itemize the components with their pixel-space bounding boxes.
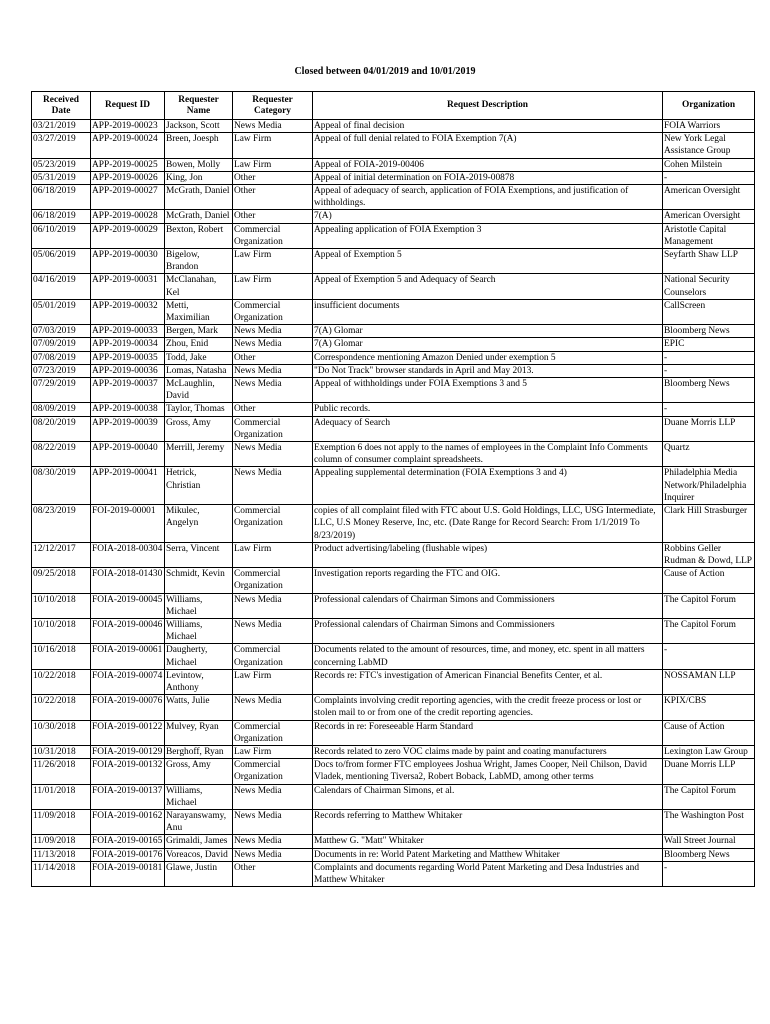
cell-received-date: 06/10/2019 [32, 223, 91, 248]
cell-request-id: FOIA-2019-00181 [91, 861, 165, 886]
cell-requester-category: Commercial Organization [233, 223, 313, 248]
table-row [32, 809, 755, 834]
cell-requester-category: News Media [233, 338, 313, 351]
cell-request-id: FOIA-2018-00304 [91, 542, 165, 567]
cell-requester-name: Gross, Amy [165, 759, 233, 784]
cell-requester-name: McLaughlin, David [165, 378, 233, 403]
cell-requester-category: Other [233, 403, 313, 416]
table-row [32, 505, 755, 543]
cell-requester-category: Commercial Organization [233, 416, 313, 441]
cell-received-date: 10/30/2018 [32, 720, 91, 745]
cell-organization: NOSSAMAN LLP [663, 669, 755, 694]
cell-requester-category: News Media [233, 120, 313, 133]
cell-received-date: 10/16/2018 [32, 644, 91, 669]
cell-request-id: APP-2019-00037 [91, 378, 165, 403]
cell-requester-category: News Media [233, 809, 313, 834]
cell-requester-category: News Media [233, 378, 313, 403]
cell-requester-category: News Media [233, 695, 313, 720]
foia-requests-table [31, 91, 755, 887]
cell-received-date: 11/09/2018 [32, 809, 91, 834]
cell-requester-name: Williams, Michael [165, 593, 233, 618]
cell-requester-category: Commercial Organization [233, 505, 313, 543]
cell-organization: EPIC [663, 338, 755, 351]
cell-requester-name: Bexton, Robert [165, 223, 233, 248]
cell-received-date: 05/01/2019 [32, 299, 91, 324]
cell-organization: Cause of Action [663, 568, 755, 593]
cell-received-date: 11/01/2018 [32, 784, 91, 809]
cell-request-description: Investigation reports regarding the FTC and OIG. [313, 568, 663, 593]
cell-requester-category: News Media [233, 364, 313, 377]
cell-requester-name: Gross, Amy [165, 416, 233, 441]
cell-organization: Wall Street Journal [663, 835, 755, 848]
table-row [32, 274, 755, 299]
table-row [32, 416, 755, 441]
table-header-row [32, 92, 755, 120]
table-row [32, 467, 755, 505]
cell-received-date: 11/26/2018 [32, 759, 91, 784]
table-row [32, 861, 755, 886]
table-row [32, 542, 755, 567]
cell-requester-category: Law Firm [233, 745, 313, 758]
cell-received-date: 10/10/2018 [32, 618, 91, 643]
cell-request-description: Professional calendars of Chairman Simons and Commissioners [313, 593, 663, 618]
table-row [32, 403, 755, 416]
cell-organization: Duane Morris LLP [663, 416, 755, 441]
cell-organization: - [663, 351, 755, 364]
cell-received-date: 07/23/2019 [32, 364, 91, 377]
cell-request-description: Records in re: Foreseeable Harm Standard [313, 720, 663, 745]
cell-request-id: FOIA-2019-00129 [91, 745, 165, 758]
cell-requester-category: Law Firm [233, 249, 313, 274]
cell-request-description: 7(A) [313, 210, 663, 223]
cell-organization: Philadelphia Media Network/Philadelphia Inquirer [663, 467, 755, 505]
table-row [32, 133, 755, 158]
table-row [32, 325, 755, 338]
cell-organization: Lexington Law Group [663, 745, 755, 758]
cell-request-id: FOIA-2019-00165 [91, 835, 165, 848]
cell-requester-category: Other [233, 171, 313, 184]
cell-request-description: Records related to zero VOC claims made by paint and coating manufacturers [313, 745, 663, 758]
cell-request-description: Appeal of adequacy of search, application of FOIA Exemptions, and justification of withholdings. [313, 185, 663, 210]
table-row [32, 364, 755, 377]
cell-requester-name: Levintow, Anthony [165, 669, 233, 694]
cell-organization: American Oversight [663, 185, 755, 210]
cell-requester-name: Breen, Joesph [165, 133, 233, 158]
table-row [32, 568, 755, 593]
cell-requester-category: Law Firm [233, 158, 313, 171]
cell-request-id: APP-2019-00030 [91, 249, 165, 274]
cell-received-date: 10/22/2018 [32, 669, 91, 694]
cell-organization: - [663, 364, 755, 377]
cell-received-date: 09/25/2018 [32, 568, 91, 593]
cell-requester-category: Other [233, 351, 313, 364]
cell-requester-name: McClanahan, Kel [165, 274, 233, 299]
cell-request-description: Appealing application of FOIA Exemption 3 [313, 223, 663, 248]
cell-request-description: Correspondence mentioning Amazon Denied under exemption 5 [313, 351, 663, 364]
cell-request-id: FOIA-2019-00046 [91, 618, 165, 643]
cell-request-description: Docs to/from former FTC employees Joshua Wright, James Cooper, Neil Chilson, David Vladek, mentioning Tiversa2, Robert Boback, LabMD, among other terms [313, 759, 663, 784]
cell-organization: American Oversight [663, 210, 755, 223]
cell-received-date: 07/03/2019 [32, 325, 91, 338]
cell-organization: The Capitol Forum [663, 593, 755, 618]
cell-received-date: 07/09/2019 [32, 338, 91, 351]
table-row [32, 644, 755, 669]
cell-requester-category: Other [233, 210, 313, 223]
cell-organization: New York Legal Assistance Group [663, 133, 755, 158]
cell-request-id: APP-2019-00031 [91, 274, 165, 299]
cell-received-date: 11/14/2018 [32, 861, 91, 886]
table-row [32, 171, 755, 184]
cell-request-description: Calendars of Chairman Simons, et al. [313, 784, 663, 809]
cell-request-description: "Do Not Track" browser standards in April and May 2013. [313, 364, 663, 377]
cell-request-id: FOIA-2019-00132 [91, 759, 165, 784]
cell-requester-name: Bowen, Molly [165, 158, 233, 171]
table-row [32, 338, 755, 351]
cell-requester-category: Commercial Organization [233, 644, 313, 669]
table-row [32, 720, 755, 745]
cell-request-id: APP-2019-00028 [91, 210, 165, 223]
cell-requester-name: Daugherty, Michael [165, 644, 233, 669]
table-row [32, 378, 755, 403]
cell-requester-category: News Media [233, 442, 313, 467]
cell-requester-name: Narayanswamy, Anu [165, 809, 233, 834]
cell-request-id: FOI-2019-00001 [91, 505, 165, 543]
cell-request-description: Complaints and documents regarding World Patent Marketing and Desa Industries and Matthew Whitaker [313, 861, 663, 886]
cell-request-description: Records re: FTC's investigation of American Financial Benefits Center, et al. [313, 669, 663, 694]
table-row [32, 442, 755, 467]
cell-requester-name: Watts, Julie [165, 695, 233, 720]
cell-requester-category: News Media [233, 848, 313, 861]
cell-requester-category: News Media [233, 784, 313, 809]
cell-request-description: Appealing supplemental determination (FOIA Exemptions 3 and 4) [313, 467, 663, 505]
cell-organization: Seyfarth Shaw LLP [663, 249, 755, 274]
table-row [32, 745, 755, 758]
cell-request-id: APP-2019-00029 [91, 223, 165, 248]
cell-organization: FOIA Warriors [663, 120, 755, 133]
cell-request-id: APP-2019-00040 [91, 442, 165, 467]
cell-request-description: Matthew G. "Matt" Whitaker [313, 835, 663, 848]
cell-request-description: copies of all complaint filed with FTC about U.S. Gold Holdings, LLC, USG Intermediate, LLC, U.S Money Reserve, Inc, etc. (Date Range for Record Search: From 1/1/2019 To 8/23/2019) [313, 505, 663, 543]
cell-organization: The Washington Post [663, 809, 755, 834]
cell-request-description: Appeal of withholdings under FOIA Exemptions 3 and 5 [313, 378, 663, 403]
cell-requester-category: Law Firm [233, 669, 313, 694]
cell-request-description: Professional calendars of Chairman Simons and Commissioners [313, 618, 663, 643]
cell-requester-name: Zhou, Enid [165, 338, 233, 351]
cell-request-id: FOIA-2019-00162 [91, 809, 165, 834]
cell-request-description: Appeal of final decision [313, 120, 663, 133]
table-row [32, 185, 755, 210]
cell-requester-category: News Media [233, 835, 313, 848]
cell-requester-name: Merrill, Jeremy [165, 442, 233, 467]
cell-requester-category: News Media [233, 467, 313, 505]
cell-requester-name: Jackson, Scott [165, 120, 233, 133]
cell-request-description: Documents in re: World Patent Marketing and Matthew Whitaker [313, 848, 663, 861]
cell-received-date: 10/22/2018 [32, 695, 91, 720]
cell-request-description: insufficient documents [313, 299, 663, 324]
cell-request-id: APP-2019-00027 [91, 185, 165, 210]
table-row [32, 848, 755, 861]
column-header-requester-name: Requester Name [165, 92, 233, 120]
cell-received-date: 08/30/2019 [32, 467, 91, 505]
cell-requester-category: Commercial Organization [233, 759, 313, 784]
cell-organization: The Capitol Forum [663, 618, 755, 643]
table-row [32, 759, 755, 784]
cell-request-description: 7(A) Glomar [313, 338, 663, 351]
cell-request-description: Appeal of full denial related to FOIA Exemption 7(A) [313, 133, 663, 158]
cell-organization: Robbins Geller Rudman & Dowd, LLP [663, 542, 755, 567]
cell-request-id: FOIA-2019-00061 [91, 644, 165, 669]
cell-requester-name: Mikulec, Angelyn [165, 505, 233, 543]
cell-request-description: Complaints involving credit reporting agencies, with the credit freeze process or lost or stolen mail to or from one of the credit reporting agencies. [313, 695, 663, 720]
cell-received-date: 05/06/2019 [32, 249, 91, 274]
cell-request-id: APP-2019-00041 [91, 467, 165, 505]
table-row [32, 593, 755, 618]
cell-request-description: Appeal of Exemption 5 and Adequacy of Search [313, 274, 663, 299]
cell-request-description: Exemption 6 does not apply to the names of employees in the Complaint Info Comments column of consumer complaint spreadsheets. [313, 442, 663, 467]
cell-received-date: 03/27/2019 [32, 133, 91, 158]
cell-request-id: FOIA-2019-00074 [91, 669, 165, 694]
cell-request-description: Records referring to Matthew Whitaker [313, 809, 663, 834]
cell-requester-name: Williams, Michael [165, 784, 233, 809]
column-header-organization: Organization [663, 92, 755, 120]
cell-received-date: 11/13/2018 [32, 848, 91, 861]
cell-requester-name: Todd, Jake [165, 351, 233, 364]
cell-request-id: APP-2019-00038 [91, 403, 165, 416]
column-header-request-description: Request Description [313, 92, 663, 120]
table-row [32, 120, 755, 133]
page-title: Closed between 04/01/2019 and 10/01/2019 [294, 66, 476, 77]
cell-received-date: 04/16/2019 [32, 274, 91, 299]
cell-organization: Bloomberg News [663, 848, 755, 861]
cell-requester-category: Commercial Organization [233, 720, 313, 745]
cell-organization: Bloomberg News [663, 378, 755, 403]
cell-received-date: 03/21/2019 [32, 120, 91, 133]
cell-requester-category: Other [233, 861, 313, 886]
column-header-request-id: Request ID [91, 92, 165, 120]
cell-organization: Quartz [663, 442, 755, 467]
cell-organization: KPIX/CBS [663, 695, 755, 720]
table-row [32, 223, 755, 248]
table-row [32, 835, 755, 848]
cell-requester-name: Berghoff, Ryan [165, 745, 233, 758]
table-row [32, 695, 755, 720]
cell-requester-category: News Media [233, 618, 313, 643]
cell-received-date: 08/23/2019 [32, 505, 91, 543]
cell-requester-name: Schmidt, Kevin [165, 568, 233, 593]
cell-request-id: APP-2019-00034 [91, 338, 165, 351]
cell-organization: Bloomberg News [663, 325, 755, 338]
cell-request-description: Appeal of FOIA-2019-00406 [313, 158, 663, 171]
cell-requester-name: Voreacos, David [165, 848, 233, 861]
cell-requester-category: Commercial Organization [233, 568, 313, 593]
cell-received-date: 10/10/2018 [32, 593, 91, 618]
cell-request-id: FOIA-2019-00137 [91, 784, 165, 809]
cell-request-id: FOIA-2019-00176 [91, 848, 165, 861]
cell-requester-name: Mulvey, Ryan [165, 720, 233, 745]
cell-request-description: Appeal of Exemption 5 [313, 249, 663, 274]
cell-organization: - [663, 644, 755, 669]
cell-request-id: FOIA-2019-00076 [91, 695, 165, 720]
cell-received-date: 08/09/2019 [32, 403, 91, 416]
cell-organization: - [663, 403, 755, 416]
cell-requester-name: Taylor, Thomas [165, 403, 233, 416]
table-row [32, 784, 755, 809]
table-row [32, 249, 755, 274]
column-header-received-date: Received Date [32, 92, 91, 120]
cell-received-date: 08/20/2019 [32, 416, 91, 441]
cell-request-id: APP-2019-00024 [91, 133, 165, 158]
cell-organization: National Security Counselors [663, 274, 755, 299]
cell-requester-name: McGrath, Daniel [165, 210, 233, 223]
cell-requester-name: King, Jon [165, 171, 233, 184]
cell-received-date: 05/31/2019 [32, 171, 91, 184]
column-header-requester-category: Requester Category [233, 92, 313, 120]
cell-request-description: Documents related to the amount of resources, time, and money, etc. spent in all matters concerning LabMD [313, 644, 663, 669]
cell-request-description: 7(A) Glomar [313, 325, 663, 338]
cell-received-date: 12/12/2017 [32, 542, 91, 567]
table-row [32, 299, 755, 324]
cell-request-description: Appeal of initial determination on FOIA-2019-00878 [313, 171, 663, 184]
table-row [32, 210, 755, 223]
cell-request-id: FOIA-2018-01430 [91, 568, 165, 593]
cell-request-id: FOIA-2019-00045 [91, 593, 165, 618]
cell-organization: Duane Morris LLP [663, 759, 755, 784]
table-body [32, 120, 755, 887]
table-row [32, 351, 755, 364]
table-row [32, 618, 755, 643]
cell-organization: The Capitol Forum [663, 784, 755, 809]
table-row [32, 158, 755, 171]
cell-organization: Cause of Action [663, 720, 755, 745]
cell-received-date: 08/22/2019 [32, 442, 91, 467]
cell-requester-category: Law Firm [233, 542, 313, 567]
cell-received-date: 11/09/2018 [32, 835, 91, 848]
cell-requester-category: Other [233, 185, 313, 210]
cell-requester-category: News Media [233, 593, 313, 618]
cell-received-date: 05/23/2019 [32, 158, 91, 171]
cell-request-id: APP-2019-00023 [91, 120, 165, 133]
cell-request-id: FOIA-2019-00122 [91, 720, 165, 745]
cell-received-date: 06/18/2019 [32, 185, 91, 210]
cell-request-id: APP-2019-00025 [91, 158, 165, 171]
cell-requester-name: Metti, Maximilian [165, 299, 233, 324]
cell-request-id: APP-2019-00032 [91, 299, 165, 324]
cell-requester-name: Glawe, Justin [165, 861, 233, 886]
cell-organization: Clark Hill Strasburger [663, 505, 755, 543]
cell-request-id: APP-2019-00039 [91, 416, 165, 441]
cell-request-description: Public records. [313, 403, 663, 416]
cell-organization: CallScreen [663, 299, 755, 324]
cell-request-id: APP-2019-00026 [91, 171, 165, 184]
cell-request-id: APP-2019-00036 [91, 364, 165, 377]
cell-organization: - [663, 861, 755, 886]
cell-organization: Aristotle Capital Management [663, 223, 755, 248]
cell-organization: Cohen Milstein [663, 158, 755, 171]
cell-requester-category: News Media [233, 325, 313, 338]
cell-requester-category: Commercial Organization [233, 299, 313, 324]
cell-requester-name: Lomas, Natasha [165, 364, 233, 377]
cell-organization: - [663, 171, 755, 184]
cell-request-description: Product advertising/labeling (flushable wipes) [313, 542, 663, 567]
cell-requester-category: Law Firm [233, 274, 313, 299]
cell-requester-name: Bergen, Mark [165, 325, 233, 338]
cell-received-date: 06/18/2019 [32, 210, 91, 223]
cell-received-date: 07/29/2019 [32, 378, 91, 403]
cell-request-id: APP-2019-00033 [91, 325, 165, 338]
cell-request-description: Adequacy of Search [313, 416, 663, 441]
cell-requester-name: Bigelow, Brandon [165, 249, 233, 274]
cell-requester-name: Serra, Vincent [165, 542, 233, 567]
cell-requester-name: Hetrick, Christian [165, 467, 233, 505]
cell-request-id: APP-2019-00035 [91, 351, 165, 364]
table-row [32, 669, 755, 694]
cell-requester-name: McGrath, Daniel [165, 185, 233, 210]
cell-received-date: 07/08/2019 [32, 351, 91, 364]
cell-requester-name: Grimaldi, James [165, 835, 233, 848]
cell-requester-category: Law Firm [233, 133, 313, 158]
cell-requester-name: Williams, Michael [165, 618, 233, 643]
cell-received-date: 10/31/2018 [32, 745, 91, 758]
